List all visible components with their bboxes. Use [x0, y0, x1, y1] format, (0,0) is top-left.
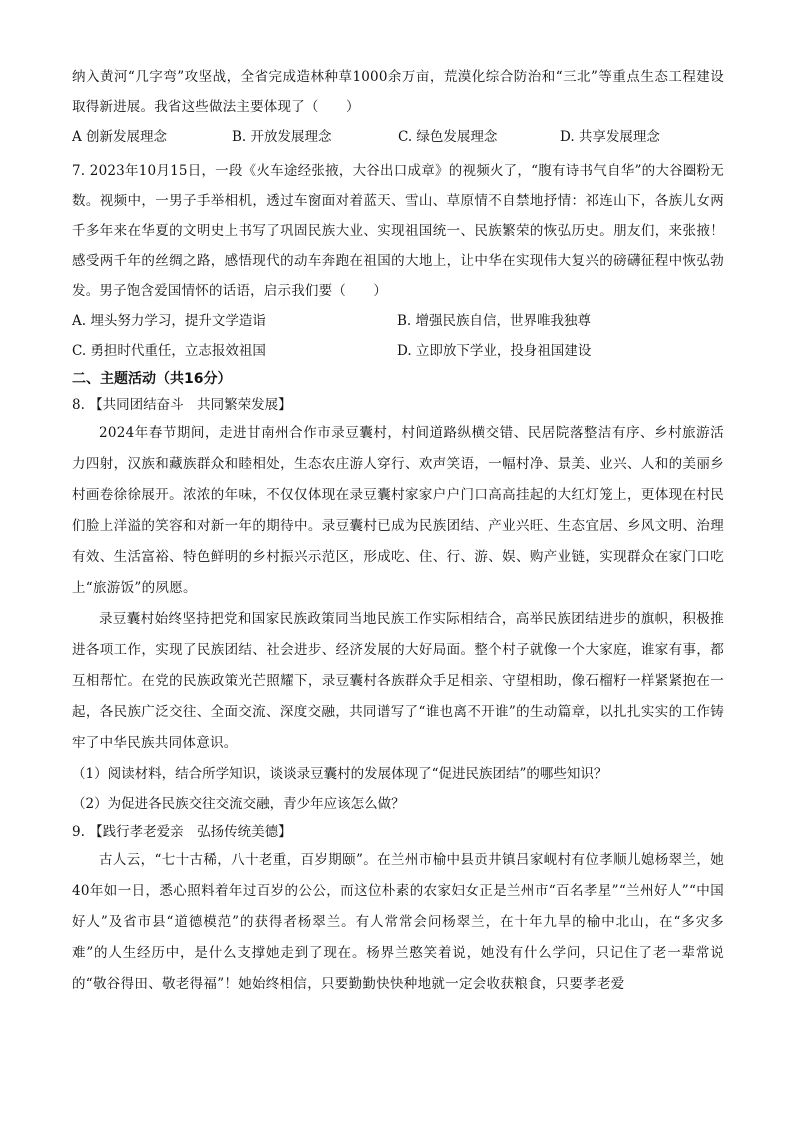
q8-material-para-2: 录豆囊村始终坚持把党和国家民族政策同当地民族工作实际相结合，高举民族团结进步的旗帜，积极推进各项工作，实现了民族团结、社会进步、经济发展的大好局面。整个村子就像一个大家庭，谁家有事，都互相帮忙。在党的民族政策光芒照耀下，录豆囊村各族群众手足相亲、守望相助，像石榴籽一样紧紧抱在一起，各民族广泛交往、全面交流、深度交融，共同谱写了“谁也离不开谁”的生动篇章，以扎扎实实的工作铸牢了中华民族共同体意识。 [72, 611, 724, 751]
q6-option-d: D. 共享发展理念 [560, 129, 660, 145]
q8-subquestion-2: （2）为促进各民族交往交流交融，青少年应该怎么做？ [72, 796, 405, 812]
q7-stem: 7. 2023年10月15日，一段《火车途经张掖，大谷出口成章》的视频火了，“腹有诗书气自华”的大谷圈粉无数。视频中，一男子手举相机，透过车窗面对着蓝天、雪山、草原情不自禁地抒情：祁连山下，各族儿女两千多年来在华夏的文明史上书写了巩固民族大业、实现祖国统一、民族繁荣的恢弘历史。朋友们，来张掖！感受两千年的丝绸之路，感悟现代的动车奔跑在祖国的大地上，让中华在实现伟大复兴的磅礴征程中恢弘勃发。男子饱含爱国情怀的话语，启示我们要（ ） [72, 163, 724, 299]
exam-page [72, 62, 724, 1000]
q8-subquestion-1: （1）阅读材料，结合所学知识，谈谈录豆囊村的发展体现了“促进民族团结”的哪些知识？ [72, 766, 608, 782]
q6-option-b: B. 开放发展理念 [232, 129, 332, 145]
q7-options-row-1 [72, 306, 724, 336]
q8-material-para-1: 2024年春节期间，走进甘南州合作市录豆囊村，村间道路纵横交错、民居院落整洁有序、乡村旅游活力四射，汉族和藏族群众和睦相处，生态农庄游人穿行、欢声笑语，一幅村净、景美、业兴、人和的美丽乡村画卷徐徐展开。浓浓的年味，不仅仅体现在录豆囊村家家户户门口高高挂起的大红灯笼上，更体现在村民们脸上洋溢的笑容和对新一年的期待中。录豆囊村已成为民族团结、产业兴旺、生态宜居、乡风文明、治理有效、生活富裕、特色鲜明的乡村振兴示范区，形成吃、住、行、游、娱、购产业链，实现群众在家门口吃上“旅游饭”的夙愿。 [72, 425, 724, 596]
section-2-title: 二、主题活动（共16分） [72, 371, 232, 387]
q8-title: 8. 【共同团结奋斗 共同繁荣发展】 [72, 397, 292, 413]
q7-option-b: B. 增强民族自信，世界唯我独尊 [397, 313, 592, 329]
q7-option-a: A. 埋头努力学习，提升文学造诣 [72, 313, 266, 329]
q6-stem-continuation: 纳入黄河“几字弯”攻坚战，全省完成造林种草1000余万亩，荒漠化综合防治和“三北”等重点生态工程建设取得新进展。我省这些做法主要体现了（ ） [72, 69, 724, 115]
q6-option-a: A 创新发展理念 [72, 129, 168, 145]
q9-title: 9. 【践行孝老爱亲 弘扬传统美德】 [72, 824, 292, 840]
q7-options-row-2 [72, 336, 724, 366]
q6-options [72, 122, 724, 152]
q7-option-d: D. 立即放下学业，投身祖国建设 [397, 343, 592, 359]
q6-option-c: C. 绿色发展理念 [398, 129, 498, 145]
q7-option-c: C. 勇担时代重任，立志报效祖国 [72, 343, 266, 359]
q9-material-para-1: 古人云，“七十古稀，八十老重，百岁期颐”。在兰州市榆中县贡井镇吕家岘村有位孝顺儿媳杨翠兰，她40年如一日，悉心照料着年过百岁的公公，而这位朴素的农家妇女正是兰州市“百名孝星”“兰州好人”“中国好人”及省市县“道德模范”的获得者杨翠兰。有人常常会问杨翠兰，在十年九旱的榆中北山，在“多灾多难”的人生经历中，是什么支撑她走到了现在。杨界兰憨笑着说，她没有什么学问，只记住了老一辈常说的“敬谷得田、敬老得福”！她始终相信，只要勤勤快快种地就一定会收获粮食，只要孝老爱 [72, 852, 724, 992]
